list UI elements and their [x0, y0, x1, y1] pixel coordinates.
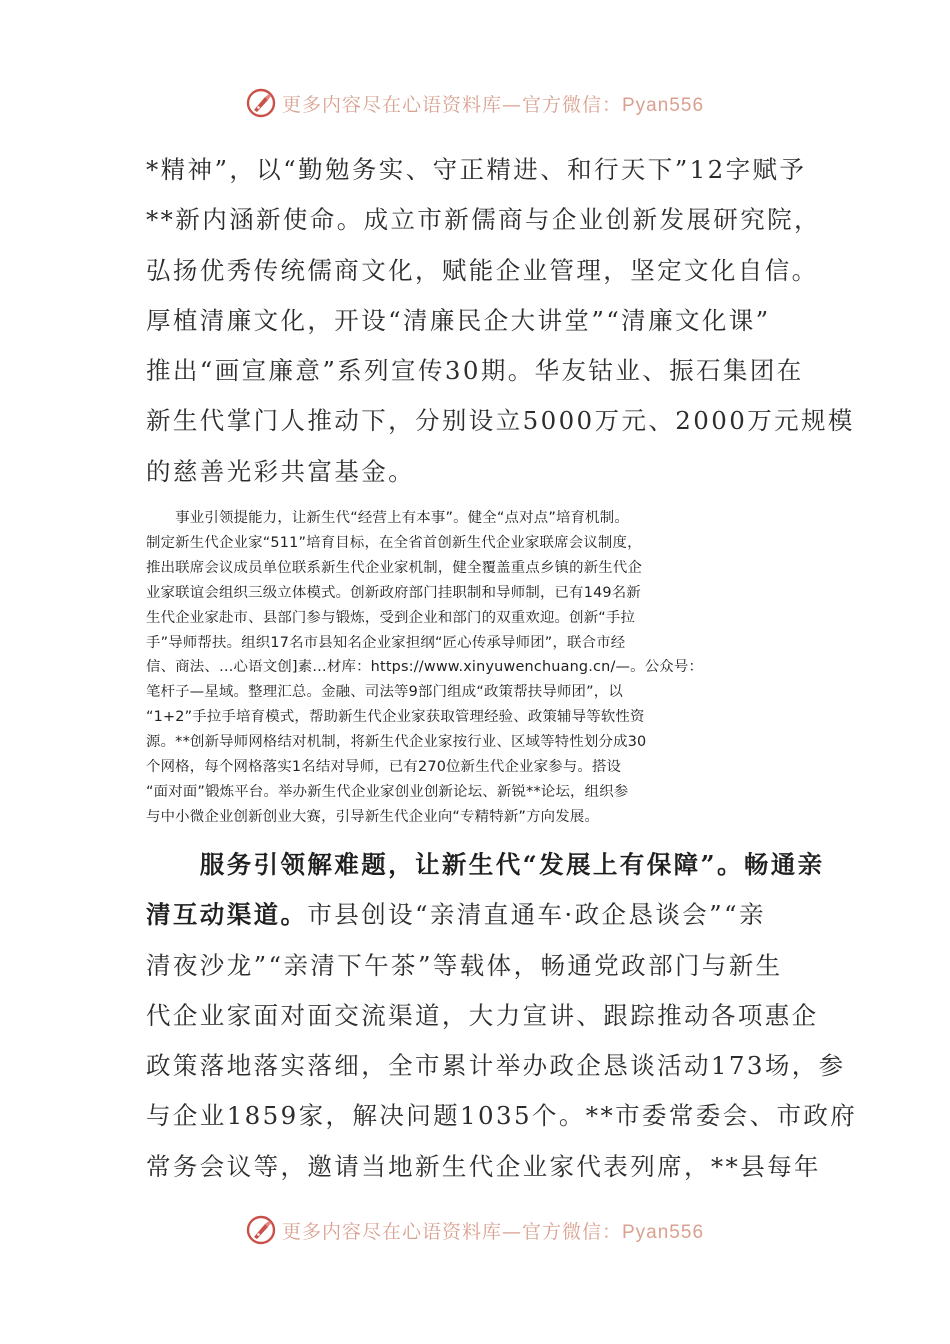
banner-wechat-id: Pyan556 — [622, 94, 705, 116]
banner-slogan: 更多内容尽在心语资料库—官方微信： — [281, 1220, 622, 1243]
pen-nib-logo-icon — [246, 1215, 276, 1245]
text-line: 推出联席会议成员单位联系新生代企业家机制，健全覆盖重点乡镇的新生代企 — [146, 559, 643, 576]
text-line: 新生代掌门人推动下，分别设立5000万元、2000万元规模 — [146, 406, 855, 436]
banner-wechat-id: Pyan556 — [622, 1221, 705, 1243]
text-line: 政策落地落实落细，全市累计举办政企恳谈活动173场，参 — [146, 1051, 846, 1081]
text-line — [146, 890, 816, 940]
section-heading: 服务引领解难题，让新生代“发展上有保障”。畅通亲 — [146, 850, 825, 879]
footer-banner — [0, 1210, 950, 1250]
text-line: 制定新生代企业家“511”培育目标，在全省首创新生代企业家联席会议制度， — [146, 534, 642, 551]
paragraph-service-guidance — [146, 840, 858, 1192]
text-line: 信、商法、…心语文创]素…材库：https://www.xinyuwenchuang.cn/—。公众号： — [146, 659, 704, 676]
text-line: 个网格，每个网格落实1名结对导师，已有270位新生代企业家参与。搭设 — [146, 759, 622, 776]
paragraph-career-guidance — [146, 506, 822, 830]
banner-slogan: 更多内容尽在心语资料库—官方微信： — [281, 93, 622, 116]
text-line: 常务会议等，邀请当地新生代企业家代表列席，**县每年 — [146, 1151, 821, 1181]
text-line: 的慈善光彩共富基金。 — [146, 456, 415, 486]
banner-text — [282, 1217, 704, 1244]
text-line: 代企业家面对面交流渠道，大力宣讲、跟踪推动各项惠企 — [146, 1000, 819, 1030]
text-line: 生代企业家赴市、县部门参与锻炼，受到企业和部门的双重欢迎。创新“手拉 — [146, 609, 636, 626]
text-line: 与企业1859家，解决问题1035个。**市委常委会、市政府 — [146, 1101, 858, 1131]
header-banner — [0, 83, 950, 123]
pen-nib-logo-icon — [246, 88, 276, 118]
text-line: “1+2”手拉手培育模式，帮助新生代企业家获取管理经验、政策辅导等软性资 — [146, 709, 645, 726]
text-line: 事业引领提能力，让新生代“经营上有本事”。健全“点对点”培育机制。 — [146, 510, 629, 526]
text-span: 市县创设“亲清直通车·政企恳谈会”“亲 — [307, 900, 766, 930]
text-line: “面对面”锻炼平台。举办新生代企业家创业创新论坛、新锐**论坛，组织参 — [146, 783, 629, 800]
text-line: *精神”，以“勤勉务实、守正精进、和行天下”12字赋予 — [146, 155, 807, 184]
section-heading-continued: 清互动渠道。 — [146, 900, 308, 930]
text-line: **新内涵新使命。成立市新儒商与企业创新发展研究院， — [146, 205, 821, 235]
text-line: 与中小微企业创新创业大赛，引导新生代企业向“专精特新”方向发展。 — [146, 808, 600, 825]
text-line: 源。**创新导师网格结对机制，将新生代企业家按行业、区域等特性划分成30 — [146, 734, 647, 751]
banner-text — [282, 90, 704, 117]
text-line: 推出“画宣廉意”系列宣传30期。华友钴业、振石集团在 — [146, 356, 804, 386]
text-line: 清夜沙龙”“亲清下午茶”等载体，畅通党政部门与新生 — [146, 950, 783, 980]
paragraph-culture — [146, 145, 855, 497]
text-line: 厚植清廉文化，开设“清廉民企大讲堂”“清廉文化课” — [146, 305, 771, 335]
text-line: 手”导师帮扶。组织17名市县知名企业家担纲“匠心传承导师团”，联合市经 — [146, 634, 626, 651]
text-line: 弘扬优秀传统儒商文化，赋能企业管理，坚定文化自信。 — [146, 255, 819, 285]
text-line: 笔杆子—星域。整理汇总。金融、司法等9部门组成“政策帮扶导师团”，以 — [146, 684, 623, 701]
text-line: 业家联谊会组织三级立体模式。创新政府部门挂职制和导师制，已有149名新 — [146, 584, 641, 601]
